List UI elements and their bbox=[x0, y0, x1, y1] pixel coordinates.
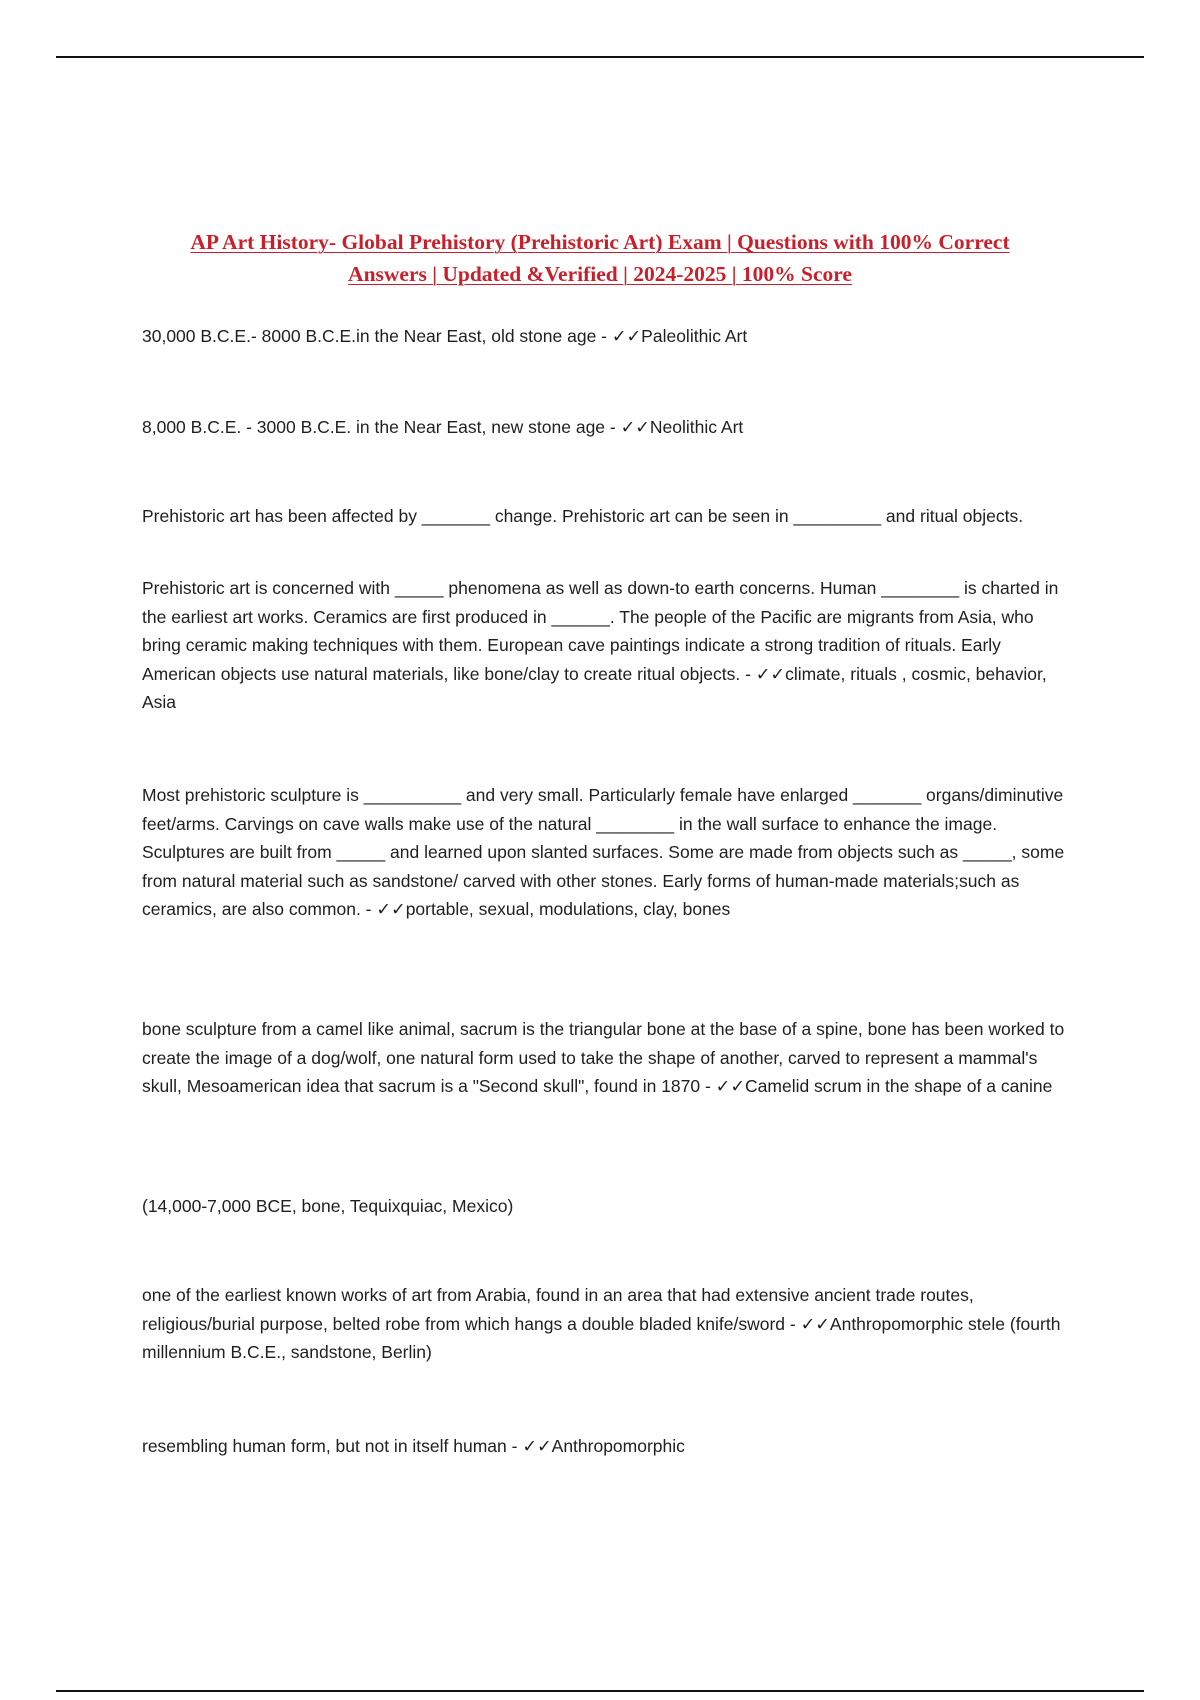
top-rule bbox=[56, 56, 1144, 58]
entry-camelid-details: (14,000-7,000 BCE, bone, Tequixquiac, Mexico) bbox=[142, 1196, 514, 1216]
entry-prehistoric-sculpture: Most prehistoric sculpture is __________ and very small. Particularly female have enlarged _______ organs/diminutive feet/arms. Carvings on cave walls make use of the natural ________ in the wall surface to enhance the image. Sculptures are built from _____ and learned upon slanted surfaces. Some are made from objects such as _____, some from natural material such as sandstone/ carved with other stones. Early forms of human-made materials;such as ceramics, are also common. - ✓✓portable, sexual, modulations, clay, bones bbox=[142, 785, 1065, 919]
entry-anthropomorphic: resembling human form, but not in itself human - ✓✓Anthropomorphic bbox=[142, 1436, 685, 1456]
title-line-1: AP Art History- Global Prehistory (Prehistoric Art) Exam | Questions with 100% Correct bbox=[190, 230, 1010, 255]
entry-anthropomorphic-stele: one of the earliest known works of art from Arabia, found in an area that had extensive ancient trade routes, religious/burial purpose, belted robe from which hangs a double bladed knife/sword - ✓✓Anthropomorphic stele (fourth millennium B.C.E., sandstone, Berlin) bbox=[142, 1285, 1061, 1362]
entry-affected-by-change: Prehistoric art has been affected by _______ change. Prehistoric art can be seen in _________ and ritual objects. bbox=[142, 506, 1024, 526]
entry-neolithic: 8,000 B.C.E. - 3000 B.C.E. in the Near East, new stone age - ✓✓Neolithic Art bbox=[142, 417, 744, 437]
bottom-rule bbox=[56, 1690, 1144, 1692]
entry-camelid-sacrum: bone sculpture from a camel like animal, sacrum is the triangular bone at the base of a spine, bone has been worked to create the image of a dog/wolf, one natural form used to take the shape of another, carved to represent a mammal's skull, Mesoamerican idea that sacrum is a "Second skull", found in 1870 - ✓✓Camelid scrum in the shape of a canine bbox=[142, 1019, 1065, 1096]
document-title bbox=[140, 226, 1060, 290]
entry-paleolithic: 30,000 B.C.E.- 8000 B.C.E.in the Near East, old stone age - ✓✓Paleolithic Art bbox=[142, 326, 748, 346]
title-line-2: Answers | Updated &Verified | 2024-2025 | 100% Score bbox=[348, 262, 852, 287]
entry-concerned-with: Prehistoric art is concerned with _____ phenomena as well as down-to earth concerns. Human ________ is charted in the earliest art works. Ceramics are first produced in ______. The people of the Pacific are migrants from Asia, who bring ceramic making techniques with them. European cave paintings indicate a strong tradition of rituals. Early American objects use natural materials, like bone/clay to create ritual objects. - ✓✓climate, rituals , cosmic, behavior, Asia bbox=[142, 578, 1059, 712]
